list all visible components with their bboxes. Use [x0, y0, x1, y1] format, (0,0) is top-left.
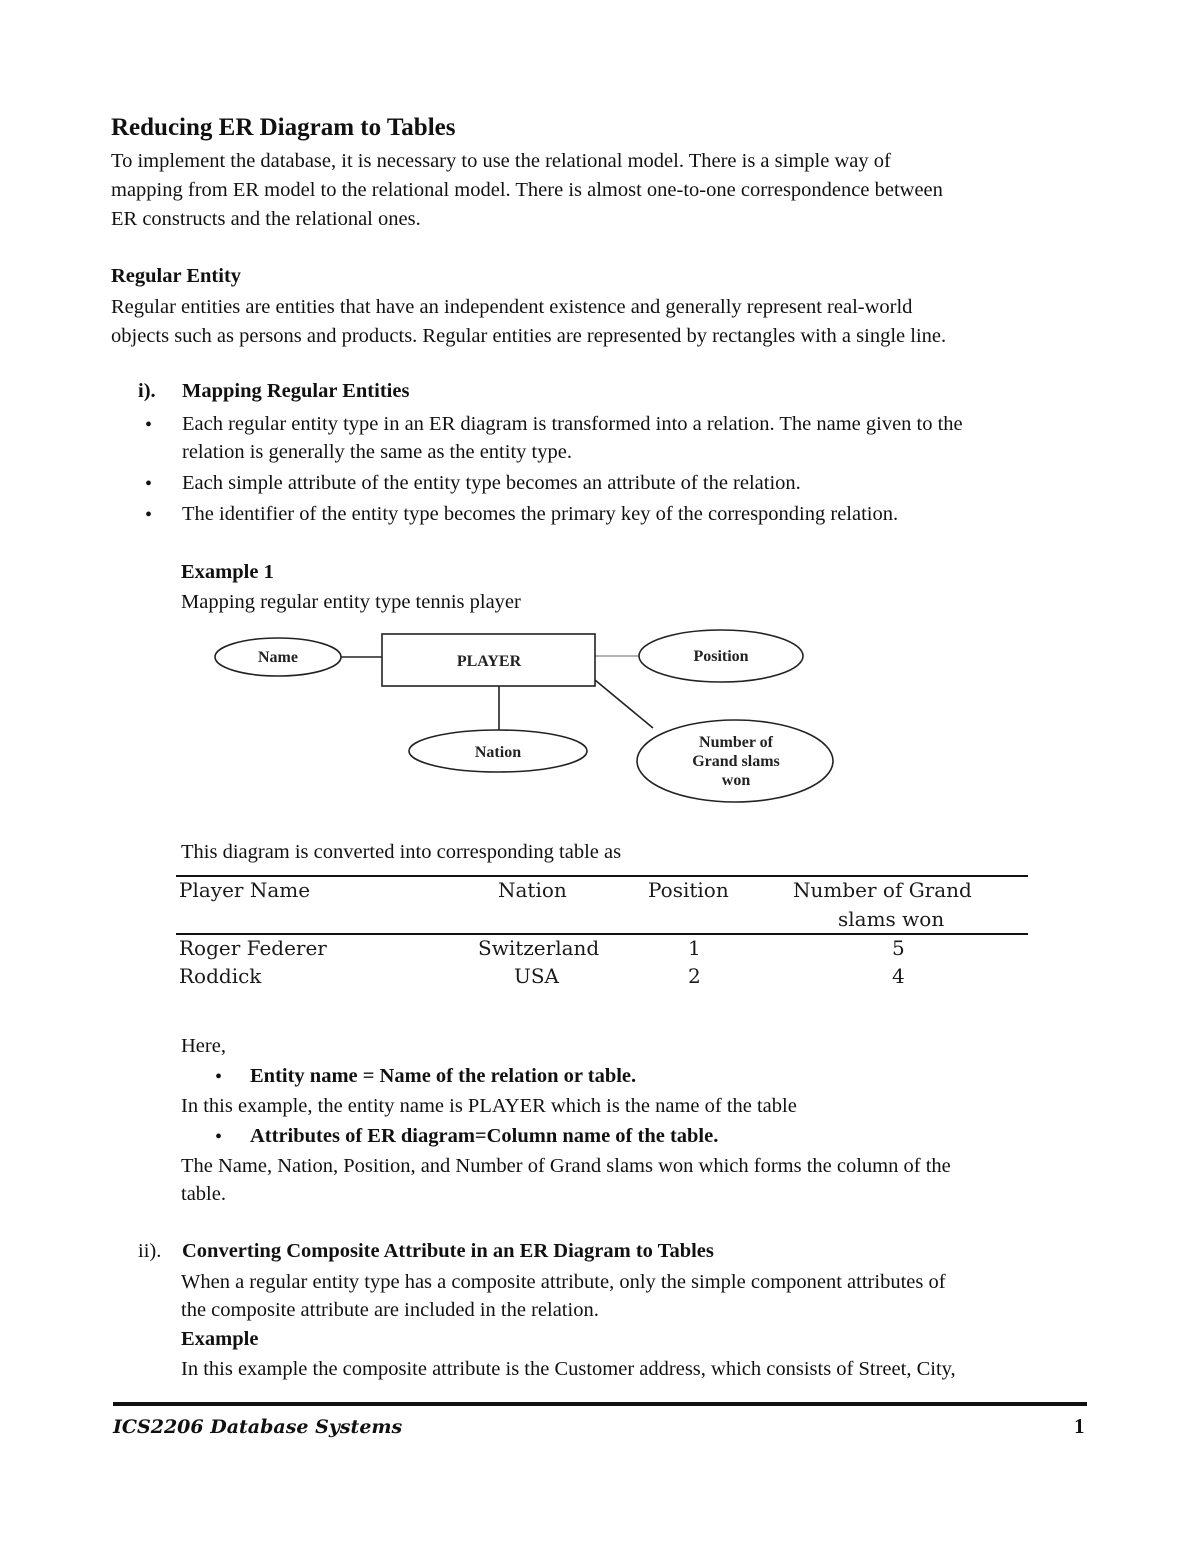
attribute-label-grand-slams-1: Number of — [699, 734, 773, 751]
bullet-icon: • — [145, 473, 153, 495]
intro-line-1: To implement the database, it is necessary to use the relational model. There is a simple way of — [111, 150, 891, 172]
table-cell: 1 — [688, 936, 701, 960]
bullet-1-line-2: relation is generally the same as the entity type. — [182, 441, 572, 463]
bullet-3-line-1: The identifier of the entity type becomes the primary key of the corresponding relation. — [182, 503, 899, 525]
attributes-rule: Attributes of ER diagram=Column name of the table. — [250, 1125, 719, 1147]
intro-line-3: ER constructs and the relational ones. — [111, 208, 421, 230]
attribute-label-grand-slams-2: Grand slams — [692, 753, 780, 770]
entity-name-explanation: In this example, the entity name is PLAYER which is the name of the table — [181, 1095, 797, 1117]
bullet-icon: • — [215, 1066, 223, 1088]
regular-entity-line-2: objects such as persons and products. Regular entities are represented by rectangles with a single line. — [111, 325, 947, 347]
section-ii-line-2: the composite attribute are included in the relation. — [181, 1299, 599, 1321]
attribute-ellipse-position — [639, 630, 803, 682]
section-ii-marker: ii). — [138, 1240, 162, 1262]
footer-rule — [113, 1402, 1087, 1406]
page-title: Reducing ER Diagram to Tables — [111, 114, 456, 141]
connector-line — [595, 680, 653, 728]
attribute-label-grand-slams-3: won — [721, 772, 751, 789]
table-header-cell: slams won — [838, 907, 945, 931]
entity-rectangle-player — [382, 634, 595, 686]
table-header-cell: Nation — [498, 878, 567, 902]
section-ii-line-1: When a regular entity type has a composite attribute, only the simple component attributes of — [181, 1271, 946, 1293]
bullet-icon: • — [215, 1126, 223, 1148]
regular-entity-heading: Regular Entity — [111, 265, 242, 287]
section-i-heading: Mapping Regular Entities — [182, 380, 410, 402]
attribute-label-nation: Nation — [474, 744, 522, 761]
here-label: Here, — [181, 1035, 226, 1057]
section-ii-heading: Converting Composite Attribute in an ER Diagram to Tables — [182, 1240, 714, 1262]
bullet-1-line-1: Each regular entity type in an ER diagram is transformed into a relation. The name given to the — [182, 413, 963, 435]
table-cell: 2 — [688, 964, 701, 988]
table-cell: 4 — [892, 964, 905, 988]
attribute-ellipse-name — [215, 638, 341, 676]
section-ii-example-heading: Example — [181, 1328, 259, 1350]
section-i-marker: i). — [138, 380, 156, 402]
table-intro: This diagram is converted into corresponding table as — [181, 841, 622, 863]
attributes-explanation-line-2: table. — [181, 1183, 226, 1205]
attribute-ellipse-nation — [409, 730, 587, 772]
intro-line-2: mapping from ER model to the relational model. There is almost one-to-one correspondence between — [111, 179, 943, 201]
attributes-explanation-line-1: The Name, Nation, Position, and Number of Grand slams won which forms the column of the — [181, 1155, 951, 1177]
table-cell: Switzerland — [478, 936, 600, 960]
attribute-label-position: Position — [693, 648, 749, 665]
section-ii-example-line: In this example the composite attribute is the Customer address, which consists of Street, City, — [181, 1358, 956, 1380]
example-1-caption: Mapping regular entity type tennis player — [181, 591, 521, 613]
page-number: 1 — [1074, 1414, 1085, 1438]
table-cell: 5 — [892, 936, 905, 960]
example-1-heading: Example 1 — [181, 561, 274, 583]
attribute-ellipse-grand-slams — [637, 720, 833, 802]
attribute-label-name: Name — [258, 649, 298, 666]
footer-course-title: ICS2206 Database Systems — [113, 1416, 403, 1438]
entity-name-rule: Entity name = Name of the relation or table. — [250, 1065, 637, 1087]
table-cell: Roddick — [179, 964, 262, 988]
bullet-2-line-1: Each simple attribute of the entity type becomes an attribute of the relation. — [182, 472, 801, 494]
entity-label-player: PLAYER — [456, 653, 522, 670]
bullet-icon: • — [145, 414, 153, 436]
table-cell: USA — [514, 964, 559, 988]
table-header-cell: Number of Grand — [793, 878, 972, 902]
regular-entity-line-1: Regular entities are entities that have an independent existence and generally represent real-world — [111, 296, 913, 318]
table-header-cell: Player Name — [179, 878, 311, 902]
table-cell: Roger Federer — [179, 936, 327, 960]
table-header-cell: Position — [648, 878, 729, 902]
bullet-icon: • — [145, 504, 153, 526]
